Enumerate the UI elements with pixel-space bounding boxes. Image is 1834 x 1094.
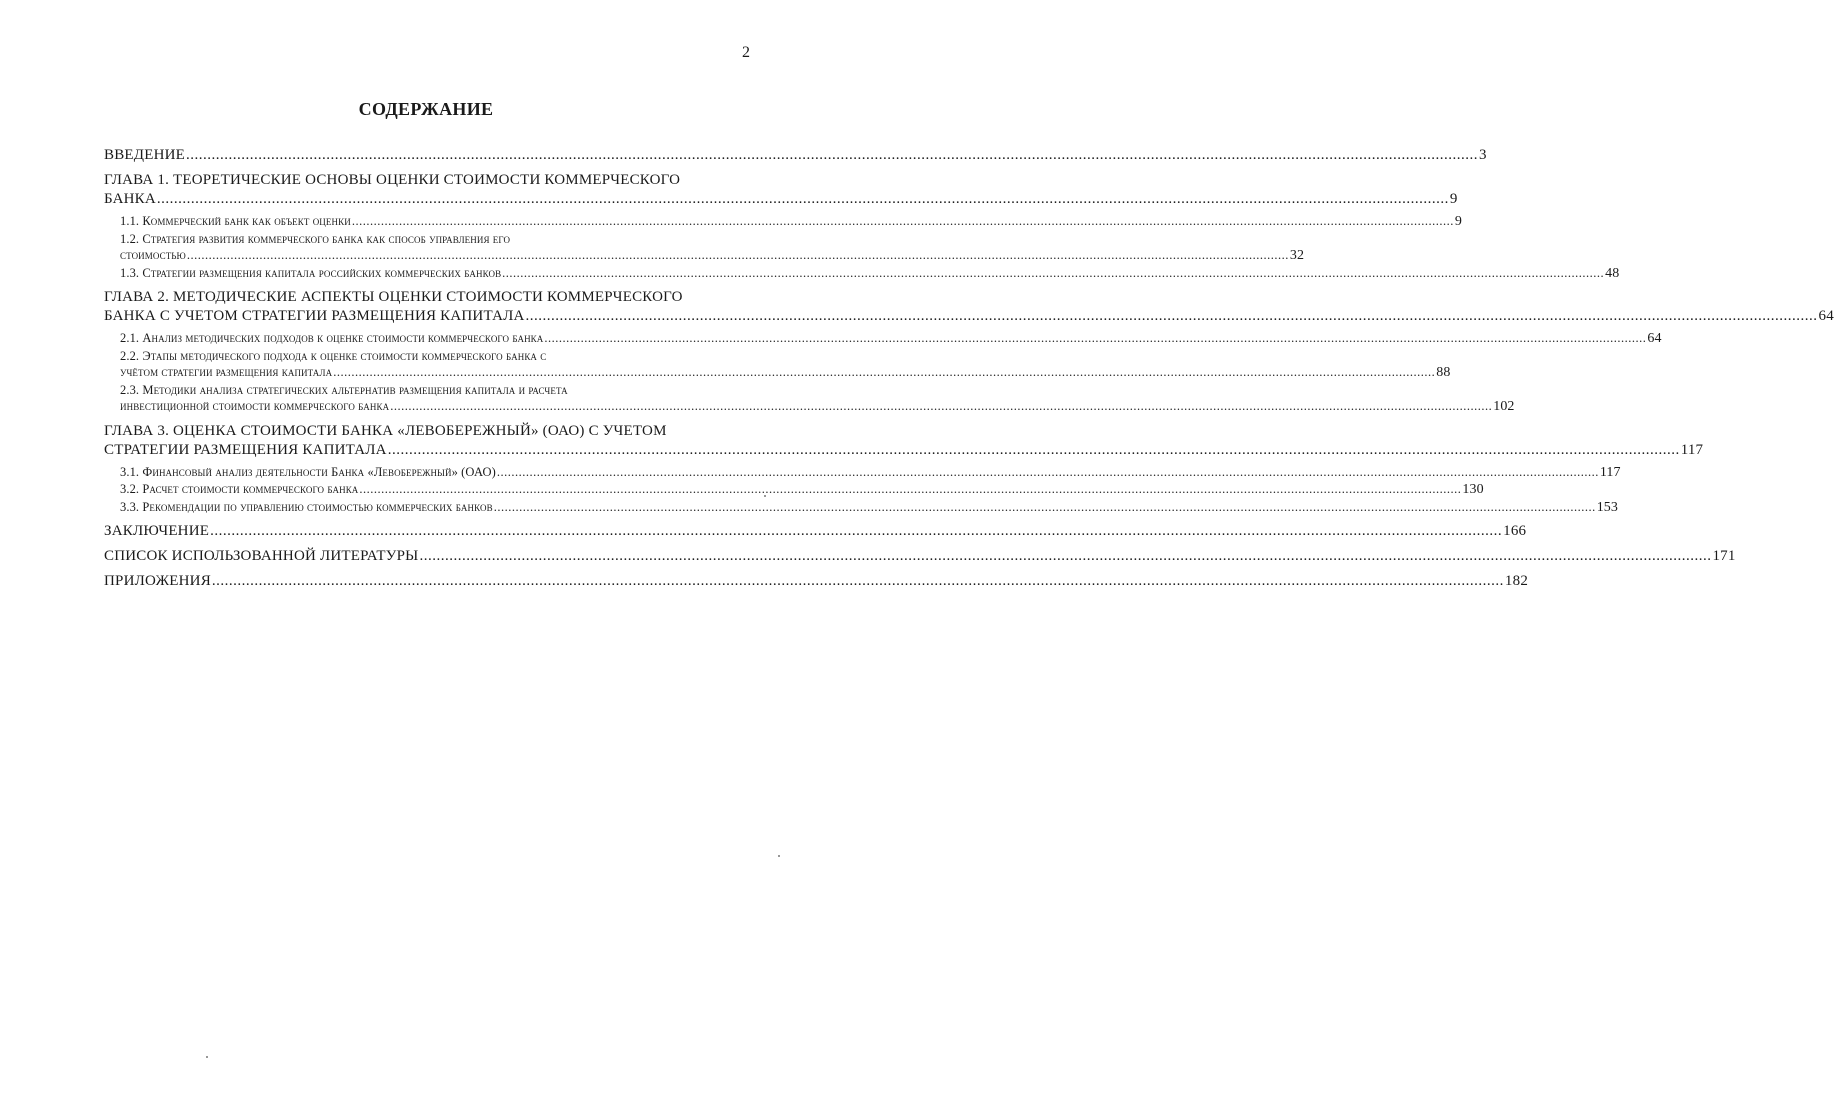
toc-entry-label-cont: стоимостью [120,248,186,262]
toc-entry-label: ГЛАВА 3. ОЦЕНКА СТОИМОСТИ БАНКА «ЛЕВОБЕРЕЖНЫЙ» (ОАО) С УЧЕТОМ [104,422,667,439]
toc-entry-label: 3.1. Финансовый анализ деятельности Банка «Левобережный» (ОАО) [120,464,496,479]
toc-entry-label-cont: БАНКА С УЧЕТОМ СТРАТЕГИИ РАЗМЕЩЕНИЯ КАПИТАЛА [104,308,525,324]
toc-entry-section-1-3[interactable] [120,265,1620,283]
dot-leader [212,572,1504,591]
dot-leader [497,464,1599,481]
toc-entry-label: 3.2. Расчет стоимости коммерческого банка [120,482,359,496]
table-of-contents [104,146,1834,591]
dot-leader [390,398,1492,415]
toc-entry-chapter-3[interactable] [104,422,1704,460]
toc-page-number: 64 [1647,331,1662,346]
scan-speck [764,495,766,497]
toc-entry-label: ВВЕДЕНИЕ [104,147,185,163]
dot-leader [333,364,1435,381]
dot-leader [526,307,1818,326]
toc-page-number: 9 [1449,191,1458,207]
scan-speck [778,855,780,857]
toc-entry-label: СПИСОК ИСПОЛЬЗОВАННОЙ ЛИТЕРАТУРЫ [104,548,419,564]
toc-entry-label-cont: инвестиционной стоимости коммерческого банка [120,399,390,413]
toc-entry-chapter-1[interactable] [104,171,1458,209]
toc-entry-appendices[interactable] [104,572,1529,591]
toc-entry-section-2-2[interactable] [120,348,1451,382]
dot-leader [388,441,1680,460]
toc-entry-section-3-2[interactable] [120,481,1484,499]
toc-entry-section-3-1[interactable] [120,464,1621,482]
toc-entry-label: 2.1. Анализ методических подходов к оценке стоимости коммерческого банка [120,331,544,345]
dot-leader [187,247,1289,264]
toc-page-number: 9 [1454,214,1462,229]
dot-leader [352,213,1454,230]
toc-page-number: 3 [1479,147,1487,163]
toc-page-number: 48 [1605,265,1620,281]
page-title: СОДЕРЖАНИЕ [358,99,494,119]
toc-page-number: 88 [1436,365,1451,380]
toc-entry-label-cont: СТРАТЕГИИ РАЗМЕЩЕНИЯ КАПИТАЛА [104,441,387,458]
toc-page-number: 32 [1289,248,1305,263]
toc-page-number: 64 [1818,308,1834,324]
toc-entry-chapter-2[interactable] [104,288,1834,326]
dot-leader [502,265,1604,282]
toc-page-number: 117 [1680,441,1704,458]
toc-entry-label: ГЛАВА 1. ТЕОРЕТИЧЕСКИЕ ОСНОВЫ ОЦЕНКИ СТОИМОСТИ КОММЕРЧЕСКОГО [104,172,681,188]
toc-entry-references[interactable] [104,547,1736,566]
toc-entry-label: 1.2. Стратегия развития коммерческого банка как способ управления его [120,231,511,246]
page-number: 2 [742,44,750,61]
toc-entry-section-1-2[interactable] [120,231,1305,265]
toc-entry-label: 1.1. Коммерческий банк как объект оценки [120,214,351,228]
toc-page-number: 130 [1462,482,1484,497]
toc-entry-section-2-3[interactable] [120,382,1515,416]
toc-entry-label-cont: учётом стратегии размещения капитала [120,365,333,379]
toc-entry-label: 3.3. Рекомендации по управлению стоимостью коммерческих банков [120,499,493,514]
toc-page-number: 166 [1503,523,1527,539]
toc-entry-label: ЗАКЛЮЧЕНИЕ [104,523,210,539]
dot-leader [359,481,1461,498]
toc-entry-label: 1.3. Стратегии размещения капитала российских коммерческих банков [120,265,502,280]
toc-entry-section-2-1[interactable] [120,330,1662,348]
toc-entry-introduction[interactable] [104,146,1487,165]
dot-leader [157,190,1449,209]
dot-leader [544,330,1646,347]
toc-page-number: 153 [1596,499,1618,515]
dot-leader [186,146,1478,165]
toc-page-number: 102 [1493,399,1515,414]
toc-entry-label: 2.2. Этапы методического подхода к оценке стоимости коммерческого банка с [120,348,547,363]
dot-leader [419,547,1711,566]
toc-page-number: 171 [1712,548,1736,564]
toc-entry-label: ПРИЛОЖЕНИЯ [104,573,211,589]
toc-entry-conclusion[interactable] [104,522,1527,541]
toc-entry-label-cont: БАНКА [104,191,156,207]
toc-entry-section-1-1[interactable] [120,213,1462,231]
toc-page-number: 117 [1599,464,1621,480]
dot-leader [210,522,1502,541]
toc-entry-label: ГЛАВА 2. МЕТОДИЧЕСКИЕ АСПЕКТЫ ОЦЕНКИ СТОИМОСТИ КОММЕРЧЕСКОГО [104,289,683,305]
toc-entry-section-3-3[interactable] [120,499,1618,517]
scan-speck [206,1056,208,1058]
toc-entry-label: 2.3. Методики анализа стратегических альтернатив размещения капитала и расчета [120,382,568,397]
toc-page-number: 182 [1504,573,1529,589]
dot-leader [494,499,1596,516]
